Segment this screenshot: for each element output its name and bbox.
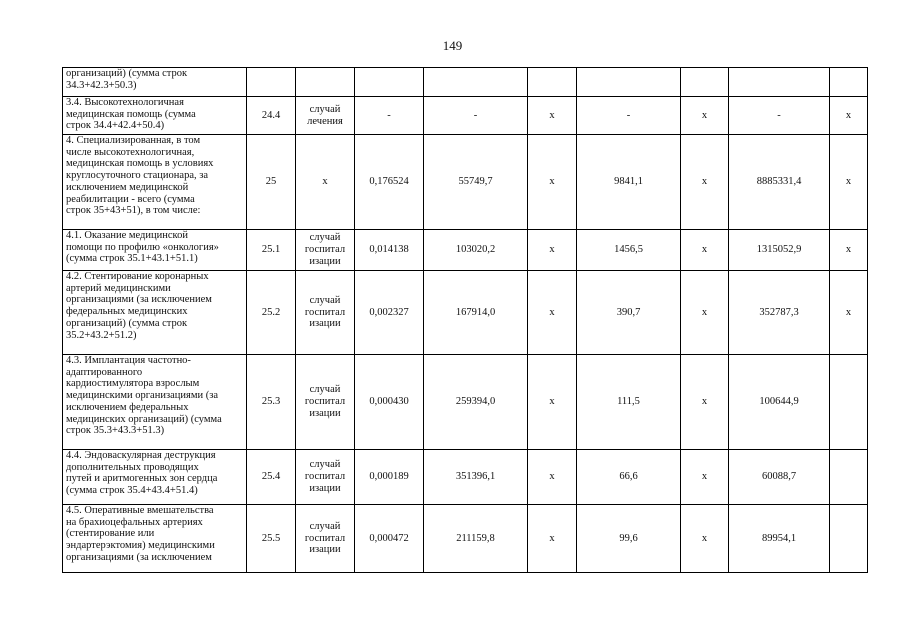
row-unit-cell xyxy=(296,97,355,135)
row-value-cell: 259394,0 xyxy=(424,355,528,450)
row-value-cell: 352787,3 xyxy=(729,271,830,355)
row-name-line: эндартерэктомия) медицинскими xyxy=(66,540,215,552)
row-unit-line: лечения xyxy=(307,115,343,127)
row-value-cell: 0,176524 xyxy=(355,135,424,230)
row-name-line: организациями (за исключением xyxy=(66,294,212,306)
row-unit-line: случай xyxy=(309,294,341,306)
row-unit-cell xyxy=(296,505,355,573)
row-value-cell: 390,7 xyxy=(577,271,681,355)
row-name-line: строк 34.4+42.4+50.4) xyxy=(66,120,165,132)
row-value-cell: 99,6 xyxy=(577,505,681,573)
row-name-line: 4. Специализированная, в том xyxy=(66,135,201,146)
row-name-line: 4.1. Оказание медицинской xyxy=(66,230,188,241)
row-value-cell: х xyxy=(528,135,577,230)
row-value-cell: 66,6 xyxy=(577,450,681,505)
row-value-cell: х xyxy=(681,97,729,135)
row-name-line: адаптированного xyxy=(66,366,143,378)
row-value-cell: х xyxy=(528,505,577,573)
row-value-cell: х xyxy=(681,230,729,271)
row-value-cell: х xyxy=(681,355,729,450)
row-unit-cell xyxy=(296,230,355,271)
row-value-cell: х xyxy=(681,271,729,355)
row-value-cell: х xyxy=(830,97,868,135)
row-line-number-cell: 25.3 xyxy=(247,355,296,450)
row-name-line: 4.4. Эндоваскулярная деструкция xyxy=(66,450,216,461)
row-line-number-cell: 25.1 xyxy=(247,230,296,271)
row-name-line: медицинских организаций) (сумма xyxy=(66,413,222,425)
table-row xyxy=(63,230,868,271)
row-name-line: 35.2+43.2+51.2) xyxy=(66,329,137,341)
row-value-cell: - xyxy=(424,97,528,135)
row-name-cell xyxy=(63,271,247,355)
row-value-cell: 111,5 xyxy=(577,355,681,450)
row-value-cell: 60088,7 xyxy=(729,450,830,505)
row-value-cell: 0,002327 xyxy=(355,271,424,355)
row-value-cell: 89954,1 xyxy=(729,505,830,573)
row-value-cell: х xyxy=(528,97,577,135)
row-value-cell: х xyxy=(528,271,577,355)
row-value-cell: 100644,9 xyxy=(729,355,830,450)
row-value-cell: х xyxy=(528,450,577,505)
row-name-cell xyxy=(63,230,247,271)
row-value-cell xyxy=(577,68,681,97)
row-value-cell xyxy=(729,68,830,97)
row-value-cell: х xyxy=(528,230,577,271)
row-name-line: реабилитации - всего (сумма xyxy=(66,193,195,205)
row-value-cell xyxy=(681,68,729,97)
row-unit-line: изации xyxy=(309,255,341,267)
row-name-cell xyxy=(63,97,247,135)
table-row xyxy=(63,97,868,135)
row-unit-line: случай xyxy=(309,232,341,244)
row-name-line: организациями (за исключением xyxy=(66,551,212,563)
row-name-line: 4.2. Стентирование коронарных xyxy=(66,271,209,282)
row-value-cell: 211159,8 xyxy=(424,505,528,573)
row-name-line: путей и аритмогенных зон сердца xyxy=(66,473,218,485)
row-unit-line: случай xyxy=(309,520,341,532)
row-unit-line: изации xyxy=(309,318,341,330)
row-unit-cell xyxy=(296,271,355,355)
row-line-number-cell xyxy=(247,68,296,97)
row-value-cell: 167914,0 xyxy=(424,271,528,355)
row-line-number-cell: 25 xyxy=(247,135,296,230)
table-row xyxy=(63,271,868,355)
row-value-cell xyxy=(830,68,868,97)
table-row xyxy=(63,68,868,97)
row-line-number-cell: 25.2 xyxy=(247,271,296,355)
row-name-line: числе высокотехнологичная, xyxy=(66,146,195,158)
row-name-line: организаций) (сумма строк xyxy=(66,68,188,79)
row-unit-line: госпитал xyxy=(304,532,346,544)
row-unit-line: случай xyxy=(309,384,341,396)
row-name-line: кардиостимулятора взрослым xyxy=(66,378,200,390)
row-name-cell xyxy=(63,355,247,450)
row-name-line: строк 35.3+43.3+51.3) xyxy=(66,425,165,437)
row-name-line: медицинскими организациями (за xyxy=(66,390,219,402)
row-name-line: медицинская помощь (сумма xyxy=(66,108,196,120)
row-value-cell: 1456,5 xyxy=(577,230,681,271)
row-value-cell: х xyxy=(830,230,868,271)
row-value-cell xyxy=(830,450,868,505)
row-name-line: медицинская помощь в условиях xyxy=(66,158,214,170)
row-name-line: строк 35+43+51), в том числе: xyxy=(66,205,201,217)
row-name-line: организаций) (сумма строк xyxy=(66,317,188,329)
row-value-cell: х xyxy=(681,450,729,505)
row-name-line: артерий медицинскими xyxy=(66,282,171,294)
row-value-cell: 103020,2 xyxy=(424,230,528,271)
row-line-number-cell: 25.4 xyxy=(247,450,296,505)
row-value-cell: х xyxy=(528,355,577,450)
row-name-cell xyxy=(63,135,247,230)
row-value-cell xyxy=(830,505,868,573)
row-value-cell: 8885331,4 xyxy=(729,135,830,230)
row-name-line: федеральных медицинских xyxy=(66,306,188,318)
row-unit-line: случай xyxy=(309,103,341,115)
row-unit-line: изации xyxy=(309,407,341,419)
row-unit-line: х xyxy=(322,176,328,188)
row-unit-line: госпитал xyxy=(304,396,346,408)
row-unit-cell xyxy=(296,450,355,505)
row-line-number-cell: 24.4 xyxy=(247,97,296,135)
row-value-cell: - xyxy=(355,97,424,135)
row-value-cell xyxy=(424,68,528,97)
row-name-line: помощи по профилю «онкология» xyxy=(66,241,219,253)
row-unit-cell xyxy=(296,355,355,450)
row-value-cell: х xyxy=(681,135,729,230)
row-value-cell xyxy=(528,68,577,97)
row-name-line: дополнительных проводящих xyxy=(66,461,199,473)
table-row xyxy=(63,505,868,573)
table-row xyxy=(63,450,868,505)
data-table xyxy=(62,67,868,573)
row-name-line: 34.3+42.3+50.3) xyxy=(66,79,137,91)
row-value-cell xyxy=(355,68,424,97)
row-unit-line: госпитал xyxy=(304,471,346,483)
row-value-cell: 9841,1 xyxy=(577,135,681,230)
row-value-cell: х xyxy=(830,271,868,355)
row-name-line: (сумма строк 35.1+43.1+51.1) xyxy=(66,253,198,265)
row-value-cell: 0,014138 xyxy=(355,230,424,271)
row-value-cell: 0,000472 xyxy=(355,505,424,573)
row-name-line: на брахиоцефальных артериях xyxy=(66,516,203,528)
row-unit-line: госпитал xyxy=(304,306,346,318)
row-name-cell xyxy=(63,68,247,97)
row-name-line: круглосуточного стационара, за xyxy=(66,170,209,182)
page-number: 149 xyxy=(442,38,463,53)
row-value-cell: 55749,7 xyxy=(424,135,528,230)
table-row xyxy=(63,355,868,450)
row-value-cell: - xyxy=(577,97,681,135)
row-value-cell: 0,000189 xyxy=(355,450,424,505)
row-unit-cell xyxy=(296,68,355,97)
row-line-number-cell: 25.5 xyxy=(247,505,296,573)
row-name-cell xyxy=(63,450,247,505)
row-unit-cell xyxy=(296,135,355,230)
row-value-cell xyxy=(830,355,868,450)
row-name-line: 4.3. Имплантация частотно- xyxy=(66,355,191,366)
row-name-line: 4.5. Оперативные вмешательства xyxy=(66,505,214,516)
row-name-line: 3.4. Высокотехнологичная xyxy=(66,97,184,108)
row-name-line: (сумма строк 35.4+43.4+51.4) xyxy=(66,485,198,497)
row-value-cell: х xyxy=(681,505,729,573)
row-unit-line: случай xyxy=(309,459,341,471)
table-row xyxy=(63,135,868,230)
row-unit-line: изации xyxy=(309,544,341,556)
row-value-cell: - xyxy=(729,97,830,135)
row-name-cell xyxy=(63,505,247,573)
row-value-cell: х xyxy=(830,135,868,230)
row-name-line: исключением медицинской xyxy=(66,181,189,193)
row-unit-line: госпитал xyxy=(304,244,346,256)
row-value-cell: 351396,1 xyxy=(424,450,528,505)
row-name-line: (стентирование или xyxy=(66,528,155,540)
row-unit-line: изации xyxy=(309,482,341,494)
row-name-line: исключением федеральных xyxy=(66,401,189,413)
row-value-cell: 1315052,9 xyxy=(729,230,830,271)
row-value-cell: 0,000430 xyxy=(355,355,424,450)
